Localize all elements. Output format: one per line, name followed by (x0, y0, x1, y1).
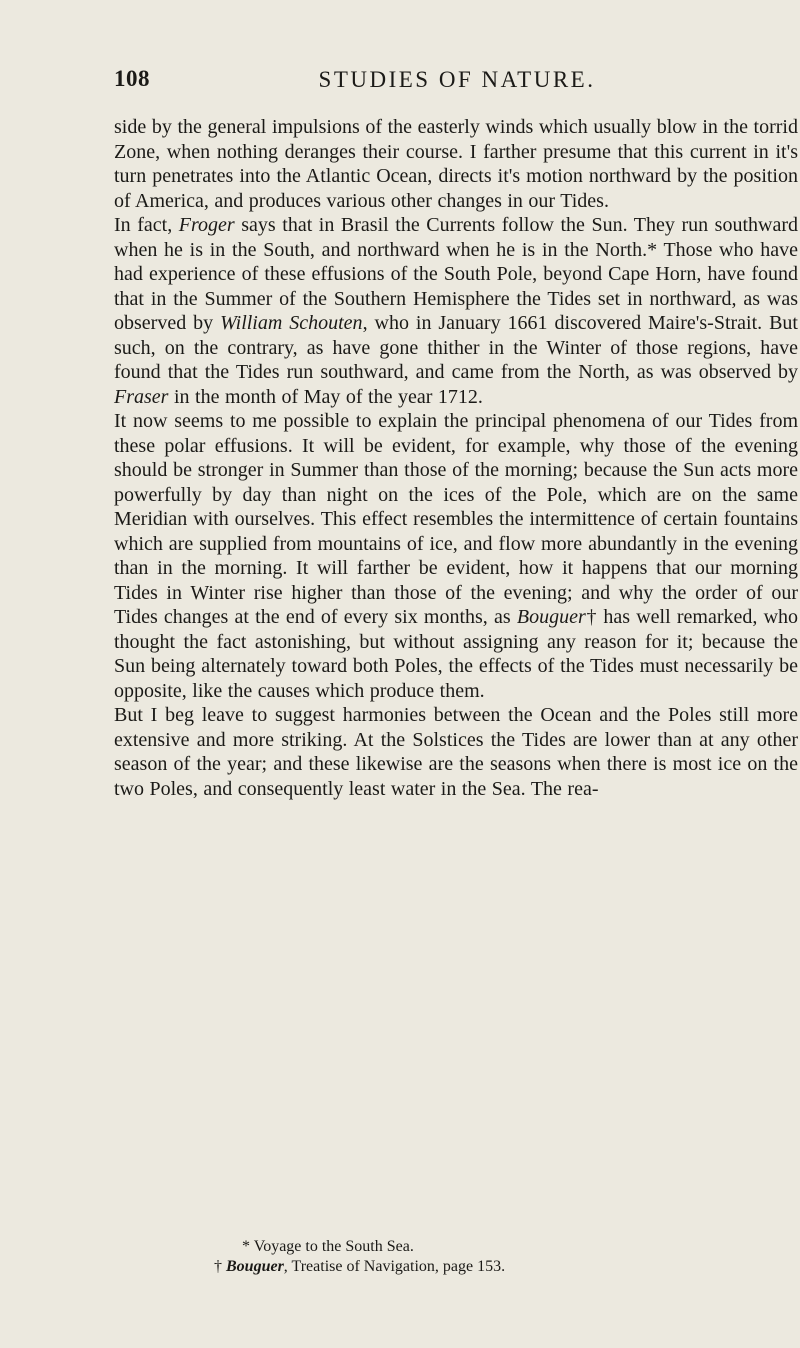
text-run: , Treatise of Navigation, page 153. (283, 1258, 506, 1275)
italic-text: Froger (178, 214, 235, 236)
paragraph (114, 115, 798, 213)
footnotes (114, 1237, 798, 1277)
footnote (114, 1257, 798, 1277)
page-number: 108 (114, 66, 150, 91)
paragraph (114, 409, 798, 703)
text-run: in the month of May of the year 1712. (168, 385, 483, 408)
text-run: † has well remarked, who thought the fact astonishing, but without assigning any reason for it; because the Sun being alternately toward both Poles, the effects of the Tides must necessarily be opposite, like the causes which produce them. (114, 606, 799, 702)
italic-text: Fraser (114, 385, 169, 408)
text-run: , who in January 1661 discovered Maire's-Strait. But such, on the contrary, as have gone thither in the Winter of those regions, have found that the Tides run southward, and came from the North, as was observed by (114, 312, 798, 383)
text-run: says that in Brasil the Currents follow the Sun. They run southward when he is in the South, and northward when he is in the North.* Those who have had experience of these effusions of the South Pole, beyond Cape Horn, have found that in the Summer of the Southern Hemisphere the Tides set in northward, as was observed by (114, 214, 798, 334)
text-run: side by the general impulsions of the easterly winds which usually blow in the torrid Zone, when nothing deranges their course. I farther presume that this current in it's turn penetrates into the Atlantic Ocean, directs it's motion northward by the position of America, and produces various other changes in our Tides. (114, 116, 798, 212)
text-run: But I beg leave to suggest harmonies between the Ocean and the Poles still more extensive and more striking. At the Solstices the Tides are lower than at any other season of the year; and these likewise are the seasons when there is most ice on the two Poles, and consequently least water in the Sea. The rea- (114, 704, 798, 800)
body-text (114, 115, 798, 801)
text-run: * Voyage to the South Sea. (242, 1238, 414, 1255)
page-header (114, 66, 760, 106)
italic-text: Bouguer (226, 1258, 284, 1275)
text-run: It now seems to me possible to explain the principal phenomena of our Tides from these polar effusions. It will be evident, for example, why those of the evening should be stronger in Summer than those of the morning; because the Sun acts more powerfully by day than night on the ices of the Pole, which are on the same Meridian with ourselves. This effect resembles the intermittence of certain fountains which are supplied from mountains of ice, and flow more abundantly in the evening than in the morning. It will farther be evident, how it happens that our morning Tides in Winter rise higher than those of the evening; and why the order of our Tides changes at the end of every six months, as (114, 410, 798, 628)
paragraph (114, 213, 798, 409)
text-run: † (214, 1258, 226, 1275)
text-run: In fact, (114, 214, 179, 236)
italic-text: William Schouten (220, 312, 363, 334)
italic-text: Bouguer (516, 606, 586, 628)
running-head: STUDIES OF NATURE. (318, 67, 596, 92)
footnote (114, 1237, 798, 1257)
paragraph (114, 703, 798, 801)
